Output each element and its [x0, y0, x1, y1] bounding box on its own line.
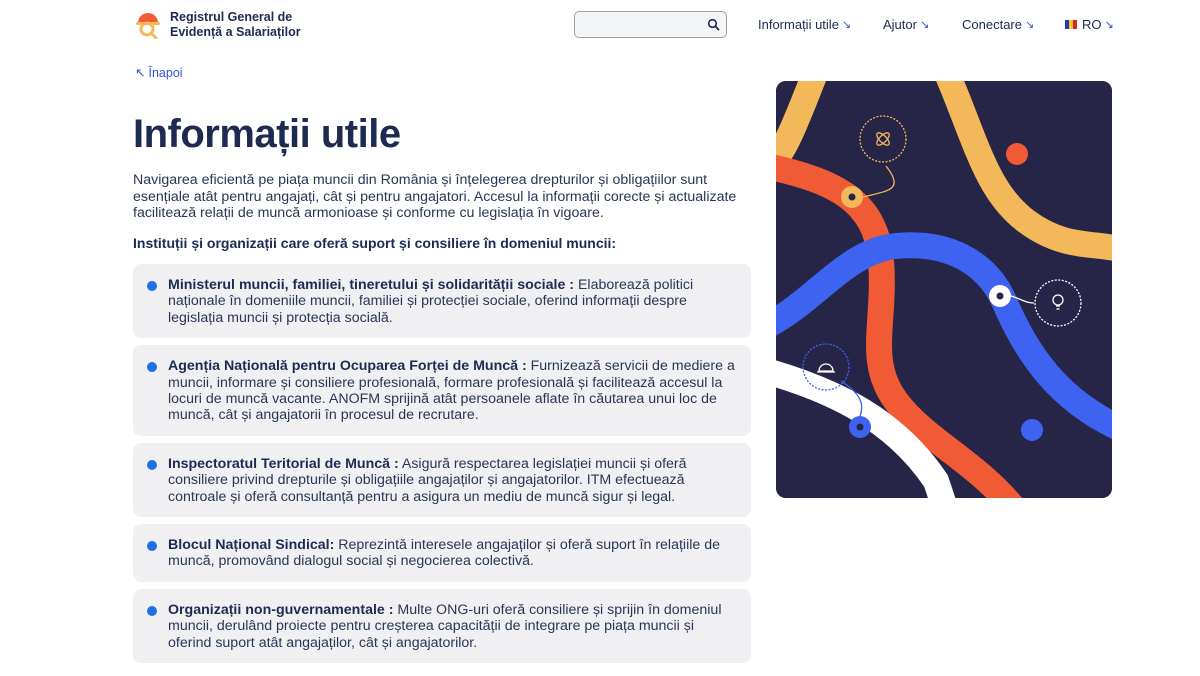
arrow-down-right-icon: ↘	[1104, 19, 1114, 31]
item-description: Asigură respectarea legislației muncii și oferă consiliere privind drepturile și obligațiile angajaților și angajatorilor. ITM efectuează controale și oferă consultanță pentru a asigura un mediu de muncă sigur și legal.	[168, 455, 687, 505]
nav-label: Conectare	[962, 17, 1022, 32]
nav-informatii-utile[interactable]	[758, 17, 851, 32]
bullet-icon	[147, 606, 157, 616]
nav-label: Informații utile	[758, 17, 839, 32]
logo-text	[170, 10, 301, 40]
item-name: Blocul Național Sindical:	[168, 537, 335, 554]
item-description: Furnizează servicii de mediere a muncii, informare și consiliere profesională, formare profesională și facilitează accesul la locuri de muncă vacante. ANOFM sprijină atât persoanele aflate în căutarea unui loc de muncă, cât și angajatorii în procesul de recrutare.	[168, 358, 735, 424]
item-description: Reprezintă interesele angajaților și oferă suport în relațiile de muncă, promovând dialogul social și negocierea colectivă.	[168, 537, 720, 570]
site-logo[interactable]	[134, 10, 301, 40]
list-item	[133, 589, 751, 663]
logo-line-1: Registrul General de	[170, 10, 293, 24]
illustration-svg	[776, 81, 1112, 498]
search-box	[574, 11, 727, 38]
logo-icon	[134, 11, 162, 39]
search-input[interactable]	[581, 16, 706, 34]
back-link[interactable]	[135, 65, 183, 80]
bullet-icon	[147, 460, 157, 470]
decorative-illustration	[776, 81, 1112, 498]
bullet-icon	[147, 541, 157, 551]
arrow-down-right-icon: ↘	[1024, 19, 1035, 31]
list-item	[133, 524, 751, 582]
logo-line-2: Evidență a Salariaților	[170, 25, 301, 39]
search-icon[interactable]	[707, 18, 720, 31]
list-item	[133, 443, 751, 517]
item-description: Multe ONG-uri oferă consiliere și sprijin în domeniul muncii, derulând proiecte pentru creșterea capacității de integrare pe piața muncii și oferind suport atât angajaților, cât și angajatorilor.	[168, 601, 722, 651]
back-label: Înapoi	[148, 65, 183, 80]
section-subheading: Instituții și organizații care oferă suport și consiliere în domeniul muncii:	[133, 235, 617, 251]
item-name: Ministerul muncii, familiei, tineretului și solidarității sociale :	[168, 277, 575, 293]
nav-label: Ajutor	[883, 17, 917, 32]
item-name: Agenția Națională pentru Ocuparea Forței de Muncă :	[168, 358, 527, 375]
arrow-down-right-icon: ↘	[919, 19, 930, 31]
site-header	[0, 0, 1200, 50]
nav-label: RO	[1082, 17, 1102, 32]
romania-flag-icon	[1065, 20, 1077, 29]
bullet-icon	[147, 281, 157, 291]
back-arrow-icon: ↖	[135, 66, 146, 80]
item-description: Elaborează politici naționale în domeniile muncii, familiei și protecției sociale, oferind informații despre legislația muncii și protecția socială.	[168, 277, 694, 326]
list-item	[133, 264, 751, 338]
item-name: Organizații non-guvernamentale :	[168, 601, 394, 618]
page-title: Informații utile	[133, 112, 401, 156]
nav-language[interactable]	[1065, 17, 1114, 32]
nav-ajutor[interactable]	[883, 17, 929, 32]
list-item	[133, 345, 751, 436]
nav-conectare[interactable]	[962, 17, 1034, 32]
bullet-icon	[147, 362, 157, 372]
arrow-down-right-icon: ↘	[841, 19, 852, 31]
intro-paragraph: Navigarea eficientă pe piața muncii din România și înțelegerea drepturilor și obligațiilor sunt esențiale atât pentru angajați, cât și pentru angajatori. Accesul la informații corecte și actualizate facilitează relații de muncă armonioase și conforme cu legislația în vigoare.	[133, 172, 737, 221]
institutions-list	[133, 264, 751, 670]
item-name: Inspectoratul Teritorial de Muncă :	[168, 455, 399, 472]
